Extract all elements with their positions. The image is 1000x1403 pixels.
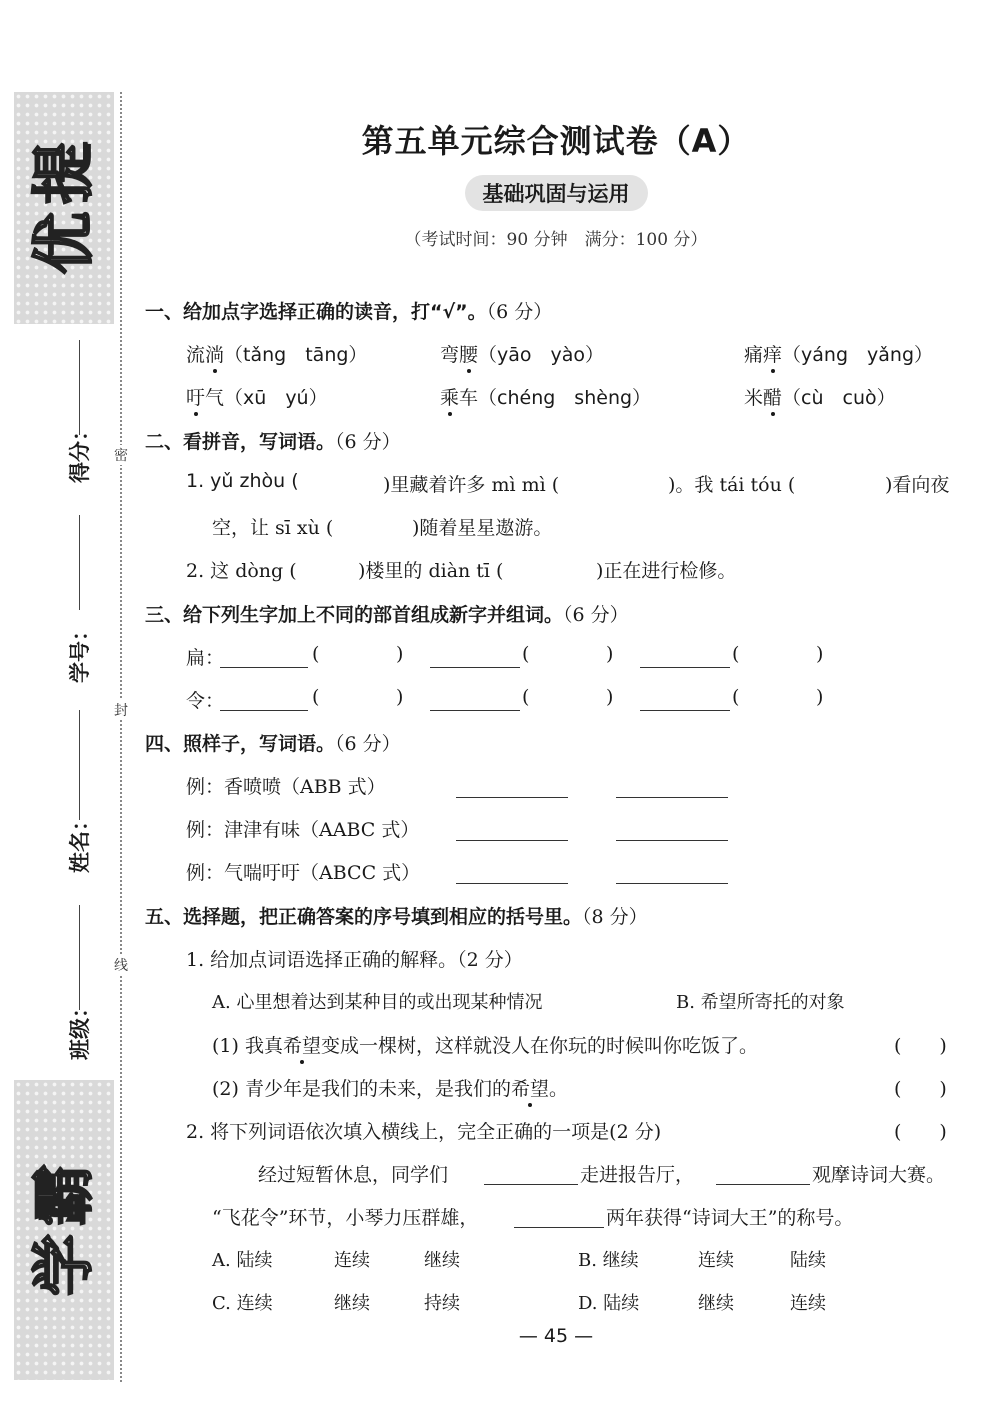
student-name-label: 姓名： bbox=[68, 810, 92, 873]
page-title: 第五单元综合测试卷（A） bbox=[361, 122, 751, 160]
answer-blank[interactable] bbox=[616, 840, 728, 841]
q1-item bbox=[186, 340, 367, 367]
seal-line bbox=[120, 92, 122, 1382]
q2-points: （6 分） bbox=[335, 431, 401, 453]
q4-heading-text: 四、照样子，写词语。 bbox=[145, 733, 336, 755]
option-b: B. 希望所寄托的对象 bbox=[676, 992, 845, 1013]
banner-char: 提 bbox=[26, 141, 100, 205]
dotted-char: 痒 bbox=[763, 344, 783, 366]
paren-close: ) bbox=[816, 643, 824, 665]
answer-blank[interactable] bbox=[456, 797, 568, 798]
q1-heading bbox=[145, 297, 552, 324]
q5-sub2: 2. 将下列词语依次填入横线上，完全正确的一项是(2 分) bbox=[186, 1121, 662, 1143]
banner-char: 优 bbox=[26, 211, 100, 275]
q1-item bbox=[744, 383, 896, 410]
subtitle-badge: 基础巩固与运用 bbox=[465, 175, 648, 211]
choice-word: 陆续 bbox=[790, 1250, 826, 1271]
q2-line1-b: )里藏着许多 mì mì ( bbox=[383, 474, 560, 496]
paren-open: ( bbox=[732, 643, 740, 665]
paren-open: ( bbox=[312, 686, 320, 708]
choice-word: 继续 bbox=[698, 1293, 734, 1314]
top-banner bbox=[14, 92, 114, 324]
pinyin-options[interactable]: （cù cuò） bbox=[782, 387, 896, 409]
paren-open: ( bbox=[732, 686, 740, 708]
choice-word: 持续 bbox=[424, 1293, 460, 1314]
q4-points: （6 分） bbox=[335, 733, 401, 755]
para2-b: 两年获得“诗词大王”的称号。 bbox=[606, 1207, 854, 1229]
pinyin-options[interactable]: （tǎng tāng） bbox=[224, 344, 368, 366]
sentence-text: (1) 我真 bbox=[212, 1035, 283, 1057]
q2-line3-b: )楼里的 diàn tī ( bbox=[358, 560, 504, 582]
choice-b[interactable]: B. 继续 bbox=[578, 1250, 639, 1271]
score-label: 得分： bbox=[68, 420, 92, 483]
para2-a: “飞花令”环节，小琴力压群雄， bbox=[212, 1207, 479, 1229]
dotted-word: 希望 bbox=[510, 1078, 549, 1100]
q1-item bbox=[440, 340, 604, 367]
q2-line1-c: )。我 tái tóu ( bbox=[668, 474, 796, 496]
sentence-text: 。 bbox=[548, 1078, 568, 1100]
answer-blank[interactable] bbox=[220, 710, 308, 711]
answer-blank[interactable] bbox=[456, 883, 568, 884]
q5-sub1: 1. 给加点词语选择正确的解释。（2 分） bbox=[186, 949, 523, 971]
dotted-char: 乘 bbox=[440, 387, 460, 409]
sentence-text: 变成一棵树，这样就没人在你玩的时候叫你吃饭了。 bbox=[320, 1035, 758, 1057]
q1-points: （6 分） bbox=[486, 301, 553, 323]
q5-sentence-2 bbox=[212, 1074, 568, 1101]
item-text: 痛 bbox=[744, 344, 764, 366]
answer-blank[interactable] bbox=[456, 840, 568, 841]
banner-char: 霸 bbox=[26, 1163, 100, 1227]
pinyin-options[interactable]: （yāo yào） bbox=[478, 344, 605, 366]
bottom-banner bbox=[14, 1080, 114, 1380]
q4-example: 例：气喘吁吁（ABCC 式） bbox=[186, 862, 421, 884]
q4-example: 例：香喷喷（ABB 式） bbox=[186, 776, 386, 798]
paren-open: ( bbox=[522, 643, 530, 665]
dotted-char: 吁 bbox=[186, 387, 206, 409]
pinyin-options[interactable]: （yáng yǎng） bbox=[782, 344, 934, 366]
q2-line3-c: )正在进行检修。 bbox=[596, 560, 737, 582]
answer-paren[interactable]: ( ) bbox=[894, 1035, 947, 1057]
q1-item bbox=[744, 340, 933, 367]
paren-open: ( bbox=[522, 686, 530, 708]
choice-d[interactable]: D. 陆续 bbox=[578, 1293, 640, 1314]
student-number-label: 学号： bbox=[68, 620, 92, 683]
dotted-word: 希望 bbox=[282, 1035, 321, 1057]
choice-c[interactable]: C. 连续 bbox=[212, 1293, 273, 1314]
field-line-class[interactable] bbox=[79, 905, 80, 1010]
item-text: 弯 bbox=[440, 344, 460, 366]
q2-line2-b: )随着星星遨游。 bbox=[412, 517, 553, 539]
q2-heading bbox=[145, 427, 401, 454]
dotted-char: 淌 bbox=[205, 344, 225, 366]
seal-mark: 封 bbox=[112, 700, 130, 720]
q2-line2-a: 空，让 sī xù ( bbox=[212, 517, 334, 539]
answer-blank[interactable] bbox=[430, 667, 520, 668]
page-number: — 45 — bbox=[518, 1325, 594, 1347]
q1-heading-text: 一、给加点字选择正确的读音，打“√”。 bbox=[145, 301, 487, 323]
banner-char: 学 bbox=[26, 1233, 100, 1297]
answer-blank[interactable] bbox=[220, 667, 308, 668]
option-a: A. 心里想着达到某种目的或出现某种情况 bbox=[212, 992, 543, 1013]
paren-close: ) bbox=[606, 686, 614, 708]
sentence-text: (2) 青少年是我们的未来，是我们的 bbox=[212, 1078, 511, 1100]
item-text: 车 bbox=[459, 387, 479, 409]
paren-close: ) bbox=[816, 686, 824, 708]
fill-blank[interactable] bbox=[716, 1184, 810, 1185]
q3-heading-text: 三、给下列生字加上不同的部首组成新字并组词。 bbox=[145, 604, 564, 626]
fill-blank[interactable] bbox=[484, 1184, 578, 1185]
answer-paren[interactable]: ( ) bbox=[894, 1078, 947, 1100]
q1-item bbox=[440, 383, 651, 410]
item-text: 流 bbox=[186, 344, 206, 366]
field-line-name[interactable] bbox=[79, 710, 80, 820]
q4-heading bbox=[145, 729, 401, 756]
exam-info: （考试时间：90 分钟 满分：100 分） bbox=[404, 230, 708, 250]
answer-blank[interactable] bbox=[616, 883, 728, 884]
answer-blank[interactable] bbox=[640, 710, 730, 711]
para1-c: 观摩诗词大赛。 bbox=[812, 1164, 946, 1186]
q2-heading-text: 二、看拼音，写词语。 bbox=[145, 431, 336, 453]
q5-heading-text: 五、选择题，把正确答案的序号填到相应的括号里。 bbox=[145, 906, 583, 928]
q4-example: 例：津津有味（AABC 式） bbox=[186, 819, 420, 841]
paren-close: ) bbox=[606, 643, 614, 665]
q5-points: （8 分） bbox=[582, 906, 648, 928]
seal-mark: 密 bbox=[112, 445, 130, 465]
q1-item bbox=[186, 383, 328, 410]
q2-line1-d: )看向夜 bbox=[885, 474, 950, 496]
q5-heading bbox=[145, 902, 648, 929]
choice-word: 继续 bbox=[424, 1250, 460, 1271]
paren-close: ) bbox=[396, 643, 404, 665]
q2-line1-a: 1. yǔ zhòu ( bbox=[186, 470, 299, 492]
paren-close: ) bbox=[396, 686, 404, 708]
dotted-char: 腰 bbox=[459, 344, 479, 366]
answer-blank[interactable] bbox=[430, 710, 520, 711]
q3-points: （6 分） bbox=[563, 604, 629, 626]
pinyin-options[interactable]: （chéng shèng） bbox=[478, 387, 652, 409]
seal-mark: 线 bbox=[112, 955, 130, 975]
para1-a: 经过短暂休息，同学们 bbox=[258, 1164, 449, 1186]
choice-word: 连续 bbox=[334, 1250, 370, 1271]
para1-b: 走进报告厅， bbox=[580, 1164, 695, 1186]
paren-open: ( bbox=[312, 643, 320, 665]
item-text: 米 bbox=[744, 387, 764, 409]
q3-char: 扁： bbox=[186, 647, 225, 669]
choice-word: 继续 bbox=[334, 1293, 370, 1314]
q5-sentence-1 bbox=[212, 1031, 758, 1058]
subtitle-wrap bbox=[150, 175, 962, 211]
answer-blank[interactable] bbox=[640, 667, 730, 668]
item-text: 气 bbox=[205, 387, 225, 409]
class-label: 班级： bbox=[68, 997, 92, 1060]
field-line-number[interactable] bbox=[79, 515, 80, 610]
q2-line3-a: 2. 这 dòng ( bbox=[186, 560, 297, 582]
answer-blank[interactable] bbox=[616, 797, 728, 798]
pinyin-options[interactable]: （xū yú） bbox=[224, 387, 328, 409]
dotted-char: 醋 bbox=[763, 387, 783, 409]
choice-word: 连续 bbox=[790, 1293, 826, 1314]
choice-a[interactable]: A. 陆续 bbox=[212, 1250, 273, 1271]
q3-char: 令： bbox=[186, 690, 225, 712]
q3-heading bbox=[145, 600, 629, 627]
answer-paren[interactable]: ( ) bbox=[894, 1121, 947, 1143]
fill-blank[interactable] bbox=[514, 1227, 604, 1228]
choice-word: 连续 bbox=[698, 1250, 734, 1271]
